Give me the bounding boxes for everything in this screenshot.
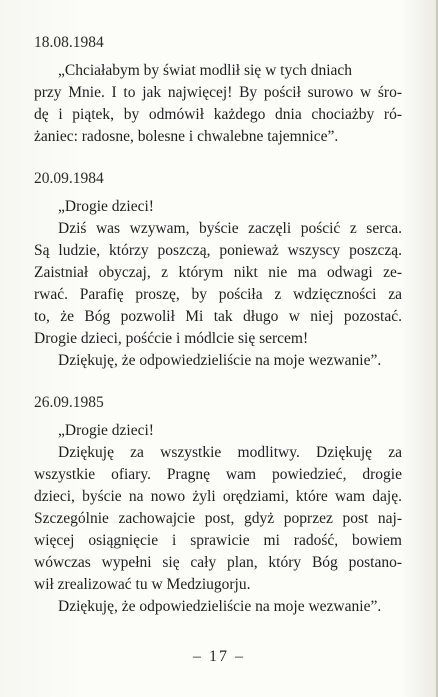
text-line: Szczególnie zachowajcie post, gdyż poprzez post naj- [34, 510, 402, 527]
text-line: więcej osiągnięcie i sprawicie mi radość, bowiem [34, 532, 402, 549]
text-line: Dziękuję za wszystkie modlitwy. Dziękuję za [58, 444, 402, 461]
text-line: żaniec: radosne, bolesne i chwalebne tajemnice”. [34, 128, 339, 145]
text-line: Dziękuję, że odpowiedzieliście na moje wezwanie”. [58, 598, 382, 615]
text-line: przy Mnie. I to jak najwięcej! By pościł surowo w śro- [34, 84, 402, 101]
text-line: dzieci, byście na nowo żyli orędziami, które wam daję. [34, 488, 402, 505]
text-line: „Drogie dzieci! [58, 198, 154, 215]
entry-1985-09-26 [34, 392, 402, 618]
text-line: Dziś was wzywam, byście zaczęli pościć z serca. [58, 220, 402, 237]
entry-1984-08-18 [34, 32, 402, 148]
entry-1984-09-20 [34, 168, 402, 372]
text-line: rwać. Parafię proszę, by pościła z wdzięczności za [34, 286, 402, 303]
text-line: wił zrealizować tu w Medziugorju. [34, 576, 251, 593]
text-line: „Drogie dzieci! [58, 422, 154, 439]
text-line: „Chciałabym by świat modlił się w tych dniach [58, 62, 353, 79]
entry-date: 26.09.1985 [34, 394, 104, 411]
text-line: wszystkie ofiary. Pragnę wam powiedzieć, drogie [34, 466, 402, 483]
text-line: Zaistniał obyczaj, z którym nikt nie ma odwagi ze- [34, 264, 402, 281]
page-text [34, 32, 402, 638]
text-line: dę i piątek, by odmówił każdego dnia chociażby ró- [34, 106, 402, 123]
entry-date: 20.09.1984 [34, 170, 104, 187]
page-number: – 17 – [193, 648, 245, 665]
text-line: Drogie dzieci, pośćcie i módlcie się sercem! [34, 330, 309, 347]
text-line: wówczas wypełni się cały plan, który Bóg postano- [34, 554, 402, 571]
text-line: Są ludzie, którzy poszczą, ponieważ wszyscy poszczą. [34, 242, 402, 259]
text-line: Dziękuję, że odpowiedzieliście na moje wezwanie”. [58, 352, 382, 369]
text-line: to, że Bóg pozwolił Mi tak długo w niej pozostać. [34, 308, 402, 325]
entry-date: 18.08.1984 [34, 34, 104, 51]
